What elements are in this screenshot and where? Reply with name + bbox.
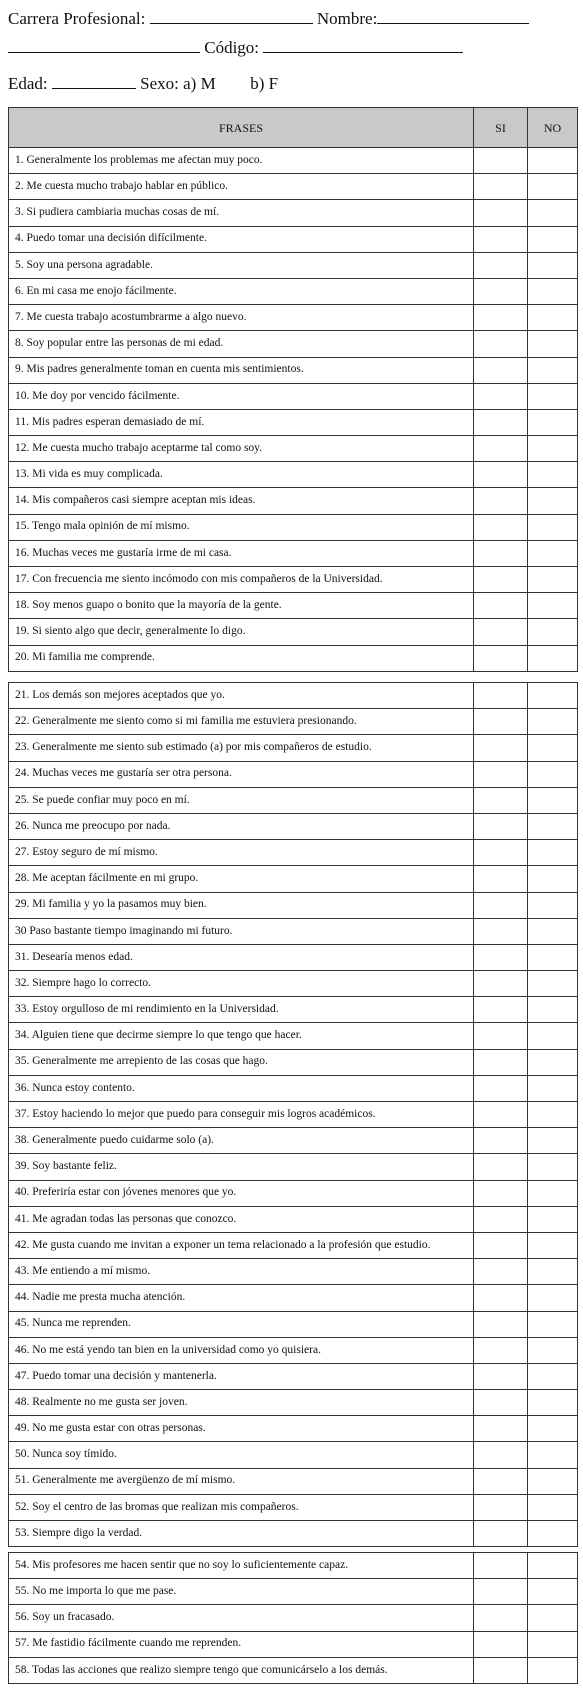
si-answer-cell[interactable] [474, 357, 528, 383]
no-answer-cell[interactable] [528, 1206, 578, 1232]
table-row [9, 645, 578, 671]
table-row [9, 252, 578, 278]
no-answer-cell[interactable] [528, 1442, 578, 1468]
no-answer-cell[interactable] [528, 1128, 578, 1154]
no-answer-cell[interactable] [528, 645, 578, 671]
si-answer-cell[interactable] [474, 683, 528, 709]
no-answer-cell[interactable] [528, 1631, 578, 1657]
question-text: 58. Todas las acciones que realizo siempre tengo que comunicárselo a los demás. [9, 1657, 474, 1683]
si-answer-cell[interactable] [474, 514, 528, 540]
si-answer-cell[interactable] [474, 1259, 528, 1285]
question-text: 30 Paso bastante tiempo imaginando mi futuro. [9, 918, 474, 944]
si-answer-cell[interactable] [474, 436, 528, 462]
si-answer-cell[interactable] [474, 200, 528, 226]
table-row [9, 1416, 578, 1442]
table-row [9, 1206, 578, 1232]
si-answer-cell[interactable] [474, 1102, 528, 1128]
si-answer-cell[interactable] [474, 1579, 528, 1605]
nombre-blank[interactable] [377, 9, 529, 24]
question-text: 45. Nunca me reprenden. [9, 1311, 474, 1337]
si-answer-cell[interactable] [474, 331, 528, 357]
question-text: 10. Me doy por vencido fácilmente. [9, 383, 474, 409]
no-answer-cell[interactable] [528, 1363, 578, 1389]
si-answer-cell[interactable] [474, 971, 528, 997]
si-answer-cell[interactable] [474, 1494, 528, 1520]
no-answer-cell[interactable] [528, 866, 578, 892]
no-answer-cell[interactable] [528, 971, 578, 997]
si-answer-cell[interactable] [474, 918, 528, 944]
table-row [9, 1657, 578, 1683]
si-answer-cell[interactable] [474, 383, 528, 409]
table-row [9, 1390, 578, 1416]
no-answer-cell[interactable] [528, 1657, 578, 1683]
question-text: 14. Mis compañeros casi siempre aceptan mis ideas. [9, 488, 474, 514]
question-text: 26. Nunca me preocupo por nada. [9, 813, 474, 839]
no-answer-cell[interactable] [528, 1521, 578, 1547]
table-row [9, 567, 578, 593]
no-answer-cell[interactable] [528, 1049, 578, 1075]
question-text: 3. Si pudiera cambiaria muchas cosas de mí. [9, 200, 474, 226]
si-answer-cell[interactable] [474, 1605, 528, 1631]
si-answer-cell[interactable] [474, 540, 528, 566]
si-answer-cell[interactable] [474, 735, 528, 761]
sexo-option-m[interactable]: a) M [183, 74, 216, 93]
no-answer-cell[interactable] [528, 892, 578, 918]
question-text: 46. No me está yendo tan bien en la universidad como yo quisiera. [9, 1337, 474, 1363]
si-answer-cell[interactable] [474, 1521, 528, 1547]
table-row [9, 1494, 578, 1520]
si-answer-cell[interactable] [474, 1180, 528, 1206]
question-text: 32. Siempre hago lo correcto. [9, 971, 474, 997]
si-answer-cell[interactable] [474, 840, 528, 866]
question-text: 28. Me aceptan fácilmente en mi grupo. [9, 866, 474, 892]
table-row [9, 331, 578, 357]
question-text: 9. Mis padres generalmente toman en cuenta mis sentimientos. [9, 357, 474, 383]
no-answer-cell[interactable] [528, 200, 578, 226]
question-text: 38. Generalmente puedo cuidarme solo (a). [9, 1128, 474, 1154]
question-text: 1. Generalmente los problemas me afectan muy poco. [9, 148, 474, 174]
nombre-label: Nombre: [316, 9, 378, 28]
table-row [9, 1102, 578, 1128]
question-text: 8. Soy popular entre las personas de mi edad. [9, 331, 474, 357]
si-answer-cell[interactable] [474, 462, 528, 488]
question-text: 43. Me entiendo a mí mismo. [9, 1259, 474, 1285]
questionnaire-table-1 [8, 107, 578, 672]
no-answer-cell[interactable] [528, 1579, 578, 1605]
table-row [9, 278, 578, 304]
no-answer-cell[interactable] [528, 918, 578, 944]
si-answer-cell[interactable] [474, 1553, 528, 1579]
si-answer-cell[interactable] [474, 645, 528, 671]
si-answer-cell[interactable] [474, 1390, 528, 1416]
si-answer-cell[interactable] [474, 252, 528, 278]
table-row [9, 813, 578, 839]
no-answer-cell[interactable] [528, 1102, 578, 1128]
table-row [9, 866, 578, 892]
table-row [9, 1154, 578, 1180]
table-row [9, 1128, 578, 1154]
si-answer-cell[interactable] [474, 709, 528, 735]
questionnaire-table-2 [8, 682, 578, 1547]
no-answer-cell[interactable] [528, 174, 578, 200]
no-answer-cell[interactable] [528, 997, 578, 1023]
si-answer-cell[interactable] [474, 1442, 528, 1468]
table-row [9, 1553, 578, 1579]
no-answer-cell[interactable] [528, 488, 578, 514]
question-text: 29. Mi familia y yo la pasamos muy bien. [9, 892, 474, 918]
question-text: 50. Nunca soy tímido. [9, 1442, 474, 1468]
question-text: 49. No me gusta estar con otras personas. [9, 1416, 474, 1442]
table-row [9, 1442, 578, 1468]
si-answer-cell[interactable] [474, 305, 528, 331]
no-answer-cell[interactable] [528, 409, 578, 435]
si-answer-cell[interactable] [474, 1128, 528, 1154]
table-row [9, 1579, 578, 1605]
table-row [9, 892, 578, 918]
question-text: 42. Me gusta cuando me invitan a exponer un tema relacionado a la profesión que estudio. [9, 1232, 474, 1258]
no-answer-cell[interactable] [528, 787, 578, 813]
table-row [9, 787, 578, 813]
header-line-2 [8, 38, 463, 58]
question-text: 37. Estoy haciendo lo mejor que puedo para conseguir mis logros académicos. [9, 1102, 474, 1128]
codigo-label: Código: [204, 38, 260, 57]
question-text: 47. Puedo tomar una decisión y mantenerla. [9, 1363, 474, 1389]
table-row [9, 514, 578, 540]
header-line-3 [8, 74, 278, 94]
no-answer-cell[interactable] [528, 1553, 578, 1579]
question-text: 17. Con frecuencia me siento incómodo con mis compañeros de la Universidad. [9, 567, 474, 593]
question-text: 44. Nadie me presta mucha atención. [9, 1285, 474, 1311]
table-row [9, 540, 578, 566]
no-answer-cell[interactable] [528, 357, 578, 383]
si-answer-cell[interactable] [474, 174, 528, 200]
si-answer-cell[interactable] [474, 409, 528, 435]
si-answer-cell[interactable] [474, 1206, 528, 1232]
si-answer-cell[interactable] [474, 1468, 528, 1494]
question-text: 4. Puedo tomar una decisión difícilmente. [9, 226, 474, 252]
si-answer-cell[interactable] [474, 813, 528, 839]
si-answer-cell[interactable] [474, 488, 528, 514]
no-answer-cell[interactable] [528, 1468, 578, 1494]
si-answer-cell[interactable] [474, 1075, 528, 1101]
sexo-label: Sexo: [140, 74, 179, 93]
no-answer-cell[interactable] [528, 619, 578, 645]
no-answer-cell[interactable] [528, 1390, 578, 1416]
question-text: 53. Siempre digo la verdad. [9, 1521, 474, 1547]
no-answer-cell[interactable] [528, 278, 578, 304]
question-text: 21. Los demás son mejores aceptados que yo. [9, 683, 474, 709]
table-row [9, 1337, 578, 1363]
no-answer-cell[interactable] [528, 305, 578, 331]
table-row [9, 1311, 578, 1337]
table-row [9, 148, 578, 174]
table-row [9, 200, 578, 226]
no-answer-cell[interactable] [528, 735, 578, 761]
question-text: 20. Mi familia me comprende. [9, 645, 474, 671]
no-answer-cell[interactable] [528, 1023, 578, 1049]
no-answer-cell[interactable] [528, 1337, 578, 1363]
table-row [9, 1180, 578, 1206]
table-row [9, 1049, 578, 1075]
question-text: 27. Estoy seguro de mí mismo. [9, 840, 474, 866]
question-text: 56. Soy un fracasado. [9, 1605, 474, 1631]
question-text: 52. Soy el centro de las bromas que realizan mis compañeros. [9, 1494, 474, 1520]
si-answer-cell[interactable] [474, 892, 528, 918]
si-answer-cell[interactable] [474, 761, 528, 787]
no-answer-cell[interactable] [528, 709, 578, 735]
table-row [9, 1521, 578, 1547]
question-text: 57. Me fastidio fácilmente cuando me reprenden. [9, 1631, 474, 1657]
table-row [9, 1023, 578, 1049]
question-text: 35. Generalmente me arrepiento de las cosas que hago. [9, 1049, 474, 1075]
no-answer-cell[interactable] [528, 540, 578, 566]
no-answer-cell[interactable] [528, 436, 578, 462]
table-row [9, 683, 578, 709]
no-answer-cell[interactable] [528, 1416, 578, 1442]
no-answer-cell[interactable] [528, 514, 578, 540]
si-answer-cell[interactable] [474, 1023, 528, 1049]
nombre-blank-cont[interactable] [8, 38, 200, 53]
no-answer-cell[interactable] [528, 944, 578, 970]
si-answer-cell[interactable] [474, 593, 528, 619]
si-answer-cell[interactable] [474, 944, 528, 970]
table-row [9, 1232, 578, 1258]
no-answer-cell[interactable] [528, 148, 578, 174]
frases-header: FRASES [9, 108, 474, 148]
no-answer-cell[interactable] [528, 1311, 578, 1337]
question-text: 34. Alguien tiene que decirme siempre lo que tengo que hacer. [9, 1023, 474, 1049]
si-answer-cell[interactable] [474, 1657, 528, 1683]
question-text: 6. En mi casa me enojo fácilmente. [9, 278, 474, 304]
table-row [9, 488, 578, 514]
table-row [9, 1285, 578, 1311]
table-row [9, 1468, 578, 1494]
si-header: SI [474, 108, 528, 148]
question-text: 16. Muchas veces me gustaría irme de mi casa. [9, 540, 474, 566]
no-answer-cell[interactable] [528, 383, 578, 409]
si-answer-cell[interactable] [474, 1337, 528, 1363]
table-row [9, 709, 578, 735]
carrera-blank[interactable] [150, 9, 313, 24]
question-text: 11. Mis padres esperan demasiado de mí. [9, 409, 474, 435]
table-row [9, 1605, 578, 1631]
table-row [9, 1363, 578, 1389]
question-text: 12. Me cuesta mucho trabajo aceptarme tal como soy. [9, 436, 474, 462]
sexo-option-f[interactable]: b) F [250, 74, 279, 93]
header-line-1 [8, 9, 529, 29]
question-text: 39. Soy bastante feliz. [9, 1154, 474, 1180]
table-row [9, 174, 578, 200]
si-answer-cell[interactable] [474, 567, 528, 593]
no-answer-cell[interactable] [528, 593, 578, 619]
question-text: 54. Mis profesores me hacen sentir que no soy lo suficientemente capaz. [9, 1553, 474, 1579]
question-text: 24. Muchas veces me gustaría ser otra persona. [9, 761, 474, 787]
table-row [9, 997, 578, 1023]
no-answer-cell[interactable] [528, 331, 578, 357]
no-answer-cell[interactable] [528, 683, 578, 709]
no-answer-cell[interactable] [528, 1232, 578, 1258]
si-answer-cell[interactable] [474, 1285, 528, 1311]
si-answer-cell[interactable] [474, 787, 528, 813]
si-answer-cell[interactable] [474, 997, 528, 1023]
no-answer-cell[interactable] [528, 813, 578, 839]
table-row [9, 944, 578, 970]
question-text: 55. No me importa lo que me pase. [9, 1579, 474, 1605]
si-answer-cell[interactable] [474, 1631, 528, 1657]
question-text: 19. Si siento algo que decir, generalmente lo digo. [9, 619, 474, 645]
table-row [9, 462, 578, 488]
question-text: 23. Generalmente me siento sub estimado (a) por mis compañeros de estudio. [9, 735, 474, 761]
question-text: 51. Generalmente me avergüenzo de mí mismo. [9, 1468, 474, 1494]
si-answer-cell[interactable] [474, 1311, 528, 1337]
question-text: 48. Realmente no me gusta ser joven. [9, 1390, 474, 1416]
question-text: 33. Estoy orgulloso de mi rendimiento en la Universidad. [9, 997, 474, 1023]
si-answer-cell[interactable] [474, 1154, 528, 1180]
no-answer-cell[interactable] [528, 1180, 578, 1206]
table-row [9, 1259, 578, 1285]
no-answer-cell[interactable] [528, 1605, 578, 1631]
si-answer-cell[interactable] [474, 1416, 528, 1442]
question-text: 7. Me cuesta trabajo acostumbrarme a algo nuevo. [9, 305, 474, 331]
no-answer-cell[interactable] [528, 226, 578, 252]
question-text: 18. Soy menos guapo o bonito que la mayoría de la gente. [9, 593, 474, 619]
questionnaire-table-3 [8, 1552, 578, 1684]
no-answer-cell[interactable] [528, 840, 578, 866]
question-text: 31. Desearía menos edad. [9, 944, 474, 970]
codigo-blank[interactable] [263, 38, 463, 53]
si-answer-cell[interactable] [474, 1049, 528, 1075]
no-answer-cell[interactable] [528, 1285, 578, 1311]
table-row [9, 1631, 578, 1657]
edad-label: Edad: [8, 74, 48, 93]
question-text: 25. Se puede confiar muy poco en mí. [9, 787, 474, 813]
table-row [9, 226, 578, 252]
si-answer-cell[interactable] [474, 226, 528, 252]
table-row [9, 436, 578, 462]
question-text: 36. Nunca estoy contento. [9, 1075, 474, 1101]
table-row [9, 619, 578, 645]
si-answer-cell[interactable] [474, 619, 528, 645]
table-row [9, 971, 578, 997]
question-text: 40. Preferiría estar con jóvenes menores que yo. [9, 1180, 474, 1206]
question-text: 2. Me cuesta mucho trabajo hablar en público. [9, 174, 474, 200]
table-row [9, 840, 578, 866]
edad-blank[interactable] [52, 74, 136, 89]
si-answer-cell[interactable] [474, 1363, 528, 1389]
question-text: 15. Tengo mala opinión de mí mismo. [9, 514, 474, 540]
si-answer-cell[interactable] [474, 1232, 528, 1258]
no-answer-cell[interactable] [528, 567, 578, 593]
no-answer-cell[interactable] [528, 761, 578, 787]
table-row [9, 357, 578, 383]
table-row [9, 383, 578, 409]
table-row [9, 1075, 578, 1101]
table-row [9, 735, 578, 761]
no-header: NO [528, 108, 578, 148]
table-row [9, 593, 578, 619]
si-answer-cell[interactable] [474, 866, 528, 892]
si-answer-cell[interactable] [474, 148, 528, 174]
no-answer-cell[interactable] [528, 1075, 578, 1101]
table-row [9, 305, 578, 331]
question-text: 5. Soy una persona agradable. [9, 252, 474, 278]
table-row [9, 409, 578, 435]
si-answer-cell[interactable] [474, 278, 528, 304]
question-text: 13. Mi vida es muy complicada. [9, 462, 474, 488]
no-answer-cell[interactable] [528, 1494, 578, 1520]
no-answer-cell[interactable] [528, 1259, 578, 1285]
no-answer-cell[interactable] [528, 252, 578, 278]
no-answer-cell[interactable] [528, 1154, 578, 1180]
carrera-label: Carrera Profesional: [8, 9, 146, 28]
table-row [9, 918, 578, 944]
no-answer-cell[interactable] [528, 462, 578, 488]
table-row [9, 761, 578, 787]
question-text: 22. Generalmente me siento como si mi familia me estuviera presionando. [9, 709, 474, 735]
question-text: 41. Me agradan todas las personas que conozco. [9, 1206, 474, 1232]
